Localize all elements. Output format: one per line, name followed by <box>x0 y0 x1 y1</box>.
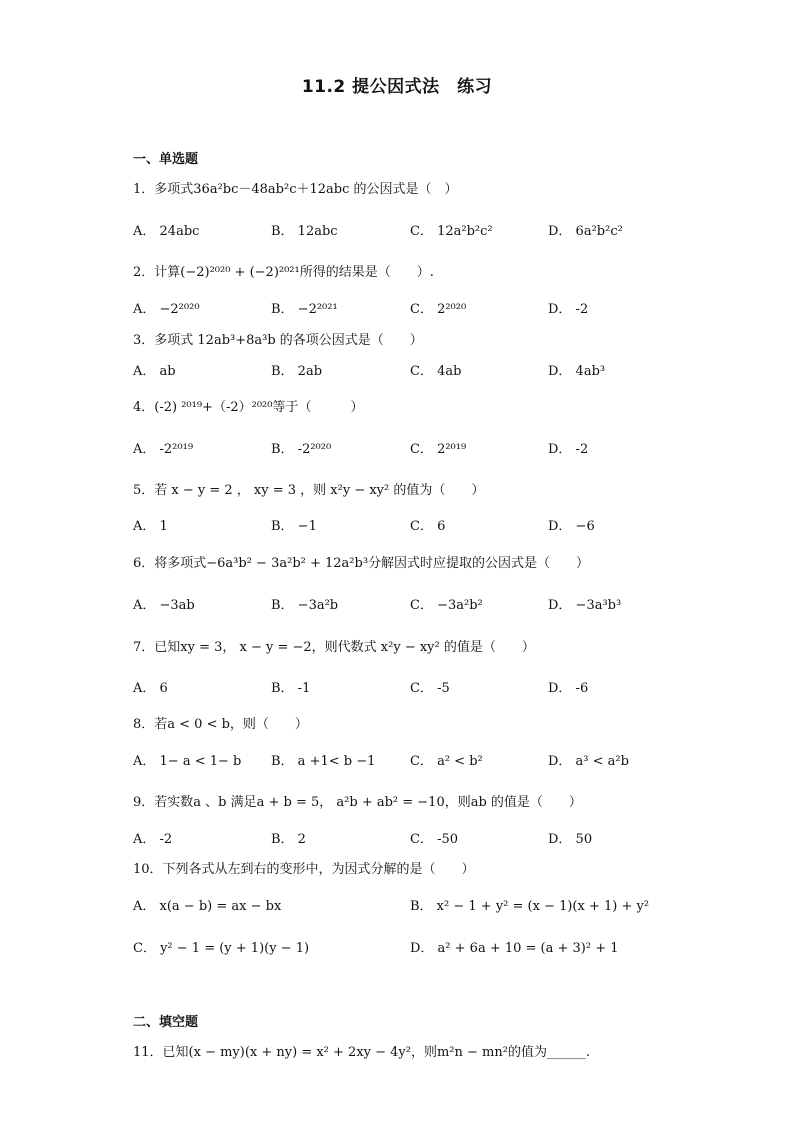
question-9-stem: 9．若实数a 、b 满足a + b = 5， a²b + ab² = −10，则ab 的值是（ ） <box>133 795 582 810</box>
question-1-option-c: C． 12a²b²c² <box>410 224 493 239</box>
question-8-option-c: C． a² < b² <box>410 754 483 769</box>
question-8-option-a: A． 1− a < 1− b <box>133 754 242 769</box>
question-7-option-c: C． -5 <box>410 681 450 696</box>
question-5-stem: 5．若 x − y = 2 ， xy = 3 ，则 x²y − xy² 的值为（ ） <box>133 483 485 498</box>
question-7-option-d: D． -6 <box>548 681 589 696</box>
page-title: 11.2 提公因式法 练习 <box>301 77 493 97</box>
question-2-option-d: D． -2 <box>548 302 589 317</box>
question-3-option-b: B． 2ab <box>271 364 323 379</box>
question-9-option-b: B． 2 <box>271 832 306 847</box>
question-8-stem: 8．若a < 0 < b，则（ ） <box>133 717 308 732</box>
question-3-option-c: C． 4ab <box>410 364 462 379</box>
question-6-option-b: B． −3a²b <box>271 598 339 613</box>
question-1-option-b: B． 12abc <box>271 224 338 239</box>
question-9-option-c: C． -50 <box>410 832 459 847</box>
question-3-option-d: D． 4ab³ <box>548 364 606 379</box>
question-9-option-a: A． -2 <box>133 832 173 847</box>
question-6-option-a: A． −3ab <box>133 598 195 613</box>
question-3-stem: 3．多项式 12ab³+8a³b 的各项公因式是（ ） <box>133 333 423 348</box>
question-1-option-a: A． 24abc <box>133 224 200 239</box>
question-1-option-d: D． 6a²b²c² <box>548 224 623 239</box>
question-7-option-b: B． -1 <box>271 681 311 696</box>
question-4-option-d: D． -2 <box>548 442 589 457</box>
section-heading-fill-blank: 二、填空题 <box>133 1015 199 1030</box>
question-10-option-d: D． a² + 6a + 10 = (a + 3)² + 1 <box>410 941 619 956</box>
question-10-option-a: A． x(a − b) = ax − bx <box>133 899 282 914</box>
question-10-option-b: B． x² − 1 + y² = (x − 1)(x + 1) + y² <box>410 899 650 914</box>
question-2-option-c: C． 2²⁰²⁰ <box>410 302 467 317</box>
question-4-option-c: C． 2²⁰¹⁹ <box>410 442 467 457</box>
question-6-option-d: D． −3a³b³ <box>548 598 622 613</box>
question-11-stem: 11．已知(x − my)(x + ny) = x² + 2xy − 4y²，则m²n − mn²的值为______. <box>133 1045 591 1060</box>
question-8-option-b: B． a +1< b −1 <box>271 754 376 769</box>
question-7-option-a: A． 6 <box>133 681 168 696</box>
question-5-option-d: D． −6 <box>548 519 595 534</box>
question-2-option-a: A． −2²⁰²⁰ <box>133 302 200 317</box>
question-1-stem: 1．多项式36a²bc－48ab²c＋12abc 的公因式是（ ） <box>133 182 458 197</box>
question-4-option-b: B． -2²⁰²⁰ <box>271 442 332 457</box>
question-4-option-a: A． -2²⁰¹⁹ <box>133 442 194 457</box>
question-10-option-c: C． y² − 1 = (y + 1)(y − 1) <box>133 941 310 956</box>
question-6-stem: 6．将多项式−6a³b² − 3a²b² + 12a²b³分解因式时应提取的公因式是（ ） <box>133 556 590 571</box>
question-2-option-b: B． −2²⁰²¹ <box>271 302 338 317</box>
question-8-option-d: D． a³ < a²b <box>548 754 629 769</box>
question-3-option-a: A． ab <box>133 364 176 379</box>
question-5-option-a: A． 1 <box>133 519 168 534</box>
question-7-stem: 7．已知xy = 3， x − y = −2，则代数式 x²y − xy² 的值是（ ） <box>133 640 535 655</box>
section-heading-single-choice: 一、单选题 <box>133 152 199 167</box>
question-9-option-d: D． 50 <box>548 832 593 847</box>
question-6-option-c: C． −3a²b² <box>410 598 483 613</box>
question-5-option-c: C． 6 <box>410 519 446 534</box>
question-5-option-b: B． −1 <box>271 519 317 534</box>
question-2-stem: 2．计算(−2)²⁰²⁰ + (−2)²⁰²¹所得的结果是（ ）. <box>133 265 434 280</box>
question-10-stem: 10．下列各式从左到右的变形中，为因式分解的是（ ） <box>133 862 475 877</box>
question-4-stem: 4．(-2) ²⁰¹⁹+（-2）²⁰²⁰等于（ ） <box>133 400 364 415</box>
